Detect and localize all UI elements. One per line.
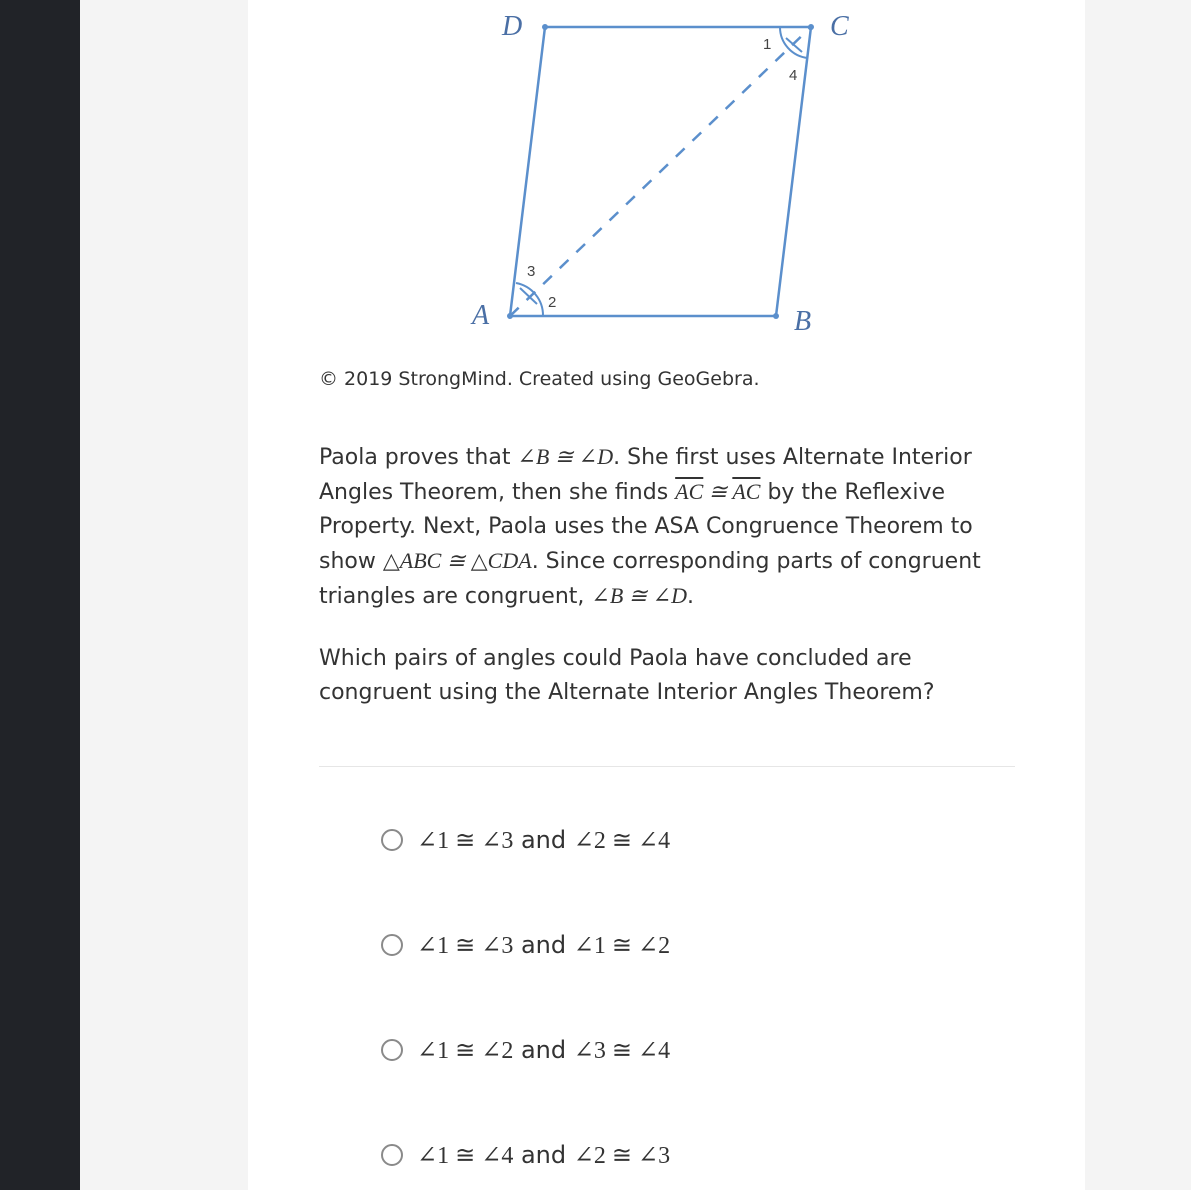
- angle-tick-a: [520, 288, 537, 304]
- divider: [319, 766, 1015, 767]
- diagonal-ac: [510, 27, 811, 316]
- problem-text-2: . She first uses Alternate Interior Angles Theorem, then she finds: [319, 445, 972, 505]
- answer-choice-label: ∠1 ≅ ∠3 and ∠2 ≅ ∠4: [417, 825, 671, 854]
- answer-choice-label: ∠1 ≅ ∠2 and ∠3 ≅ ∠4: [417, 1035, 671, 1064]
- angle-label-2: 2: [548, 294, 557, 311]
- vertex-label-b: B: [794, 306, 812, 337]
- problem-text: [319, 440, 1019, 614]
- answer-choice-2[interactable]: [381, 927, 670, 963]
- radio-button[interactable]: [381, 934, 403, 956]
- parallelogram-figure: [460, 0, 860, 340]
- math-triangles: △ABC ≅ △CDA: [382, 548, 532, 573]
- problem-text-5: .: [687, 584, 695, 609]
- problem-text-4: . Since corresponding parts of congruent triangles are congruent,: [319, 549, 981, 609]
- vertex-b-point: [773, 313, 779, 319]
- angle-label-1: 1: [763, 36, 772, 53]
- vertex-label-c: C: [830, 11, 849, 42]
- vertex-a-point: [507, 313, 513, 319]
- question-text: Which pairs of angles could Paola have concluded are congruent using the Alternate Interior Angles Theorem?: [319, 646, 935, 705]
- radio-button[interactable]: [381, 829, 403, 851]
- angle-label-3: 3: [527, 263, 536, 280]
- answer-choice-label: ∠1 ≅ ∠3 and ∠1 ≅ ∠2: [417, 930, 671, 959]
- math-angle-b-d: ∠B ≅ ∠D: [517, 444, 614, 469]
- math-congruent-sign: ≅: [703, 479, 733, 504]
- figure-credit: © 2019 StrongMind. Created using GeoGebra.: [319, 368, 760, 390]
- answer-choice-4[interactable]: [381, 1137, 670, 1173]
- vertex-d-point: [542, 24, 548, 30]
- math-segment-ac-2: $\overline{AC}$: [732, 479, 761, 504]
- answer-choice-1[interactable]: [381, 822, 670, 858]
- math-segment-ac-1: $\overline{AC}$: [675, 479, 704, 504]
- problem-text-1: Paola proves that: [319, 445, 518, 470]
- radio-button[interactable]: [381, 1039, 403, 1061]
- answer-choice-3[interactable]: [381, 1032, 670, 1068]
- answer-choice-label: ∠1 ≅ ∠4 and ∠2 ≅ ∠3: [417, 1140, 671, 1169]
- dark-sidebar: [0, 0, 80, 1190]
- vertex-label-a: A: [472, 300, 490, 331]
- problem-text-3: by the Reflexive Property. Next, Paola uses the ASA Congruence Theorem to show: [319, 480, 973, 574]
- angle-tick-c: [786, 38, 802, 52]
- angle-label-4: 4: [789, 67, 798, 84]
- vertex-c-point: [808, 24, 814, 30]
- radio-button[interactable]: [381, 1144, 403, 1166]
- math-angle-b-d-conclusion: ∠B ≅ ∠D: [591, 583, 688, 608]
- vertex-label-d: D: [502, 11, 523, 42]
